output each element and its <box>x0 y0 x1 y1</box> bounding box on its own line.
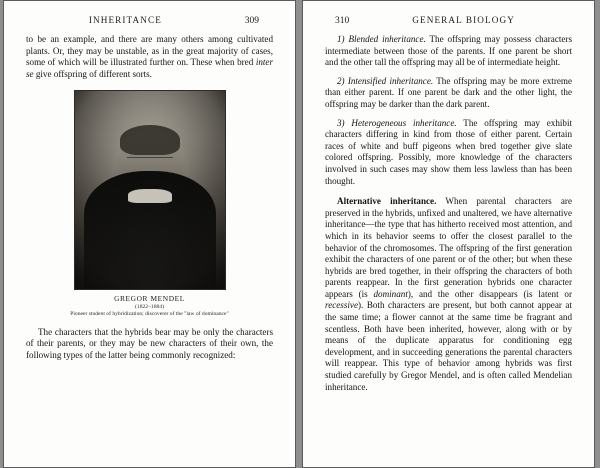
figure-caption-description: Pioneer student of hybridization; discoverer of the "law of dominance" <box>70 310 229 317</box>
alternative-italic-dominant: dominant <box>373 288 408 299</box>
alternative-italic-recessive: recessive <box>325 300 358 311</box>
item-2-number: 2) <box>337 75 345 86</box>
left-running-head-title: INHERITANCE <box>88 15 162 25</box>
figure-caption-dates: (1822–1884) <box>135 303 164 310</box>
inheritance-item-3 <box>325 118 572 188</box>
inheritance-item-2 <box>325 76 572 111</box>
left-page-content <box>26 15 273 457</box>
figure-caption-name: GREGOR MENDEL <box>114 294 185 304</box>
mendel-figure <box>26 90 273 318</box>
item-2-text: The offspring may be more extreme than either parent. If one parent be dark and the other light, the offspring may be darker than the dark parent. <box>325 75 572 109</box>
right-page-folio: 310 <box>335 16 350 26</box>
left-bottom-paragraph: The characters that the hybrids bear may be only the characters of their parents, or they may be new characters of their own, the following types of the latter being commonly recognized: <box>26 326 273 361</box>
item-1-number: 1) <box>337 34 345 44</box>
right-page-content <box>325 15 572 457</box>
item-3-heading: Heterogeneous inheritance. <box>351 117 457 128</box>
left-top-paragraph-b: give offspring of different sorts. <box>33 68 152 79</box>
left-running-head <box>26 15 273 27</box>
left-top-paragraph-a: to be an example, and there are many others among cultivated plants. Or, they may be unstable, as in the great majority of cases, some of which will be illustrated further on. These when bred <box>26 34 273 68</box>
alternative-part-c: ). Both characters are present, but both cannot appear at the same time; a flower cannot at the same time be fragrant and scentless. Both have been inherited, however, along with or by means of the duplicate apparatus for conditioning egg development, and in succeeding generations the parental characters will reappear. This type of behavior among hybrids was first studied carefully by Gregor Mendel, and is often called Mendelian inheritance. <box>325 300 572 392</box>
alternative-part-a: When parental characters are preserved in the hybrids, unfixed and unaltered, we have alternative inheritance—the type that has hitherto received most attention, and which in its behavior seems to offer the closest parallel to the behavior of the chromosomes. The offspring of the first generation exhibit the characters of one parent or of the other; but when these hybrids are bred together, in their offspring the characters of both parents reappear. In the first generation hybrids one character appears (is <box>325 196 572 299</box>
left-top-paragraph <box>26 34 273 80</box>
left-page <box>3 0 296 468</box>
right-page <box>302 0 595 468</box>
item-3-text: The offspring may exhibit characters differing in kind from those of either parent. Certain races of white and buff pigeons when bred together give slate colored offspring. Possibly, more knowledge of the characters involved in such cases may show them less lawless than has been thought. <box>325 117 572 186</box>
item-2-heading: Intensified inheritance. <box>347 75 434 86</box>
alternative-inheritance-paragraph <box>325 196 572 393</box>
item-1-text: The offspring may possess characters intermediate between those of the parents. If one parent be short and the other tall the offspring may all be of intermediate height. <box>325 34 572 68</box>
item-3-number: 3) <box>337 117 345 128</box>
alternative-part-b: ), and the other disappears (is latent or <box>407 288 572 299</box>
portrait-vignette <box>75 91 225 289</box>
item-1-heading: Blended inheritance. <box>348 34 426 44</box>
left-page-folio: 309 <box>244 16 259 26</box>
right-running-head <box>325 15 572 27</box>
left-top-paragraph-italic: inter se <box>26 57 273 79</box>
inheritance-item-1 <box>325 34 572 69</box>
right-running-head-title: GENERAL BIOLOGY <box>412 15 515 25</box>
figure-caption <box>26 294 273 318</box>
alternative-inheritance-heading: Alternative inheritance. <box>337 196 437 207</box>
mendel-portrait-image <box>74 90 226 290</box>
